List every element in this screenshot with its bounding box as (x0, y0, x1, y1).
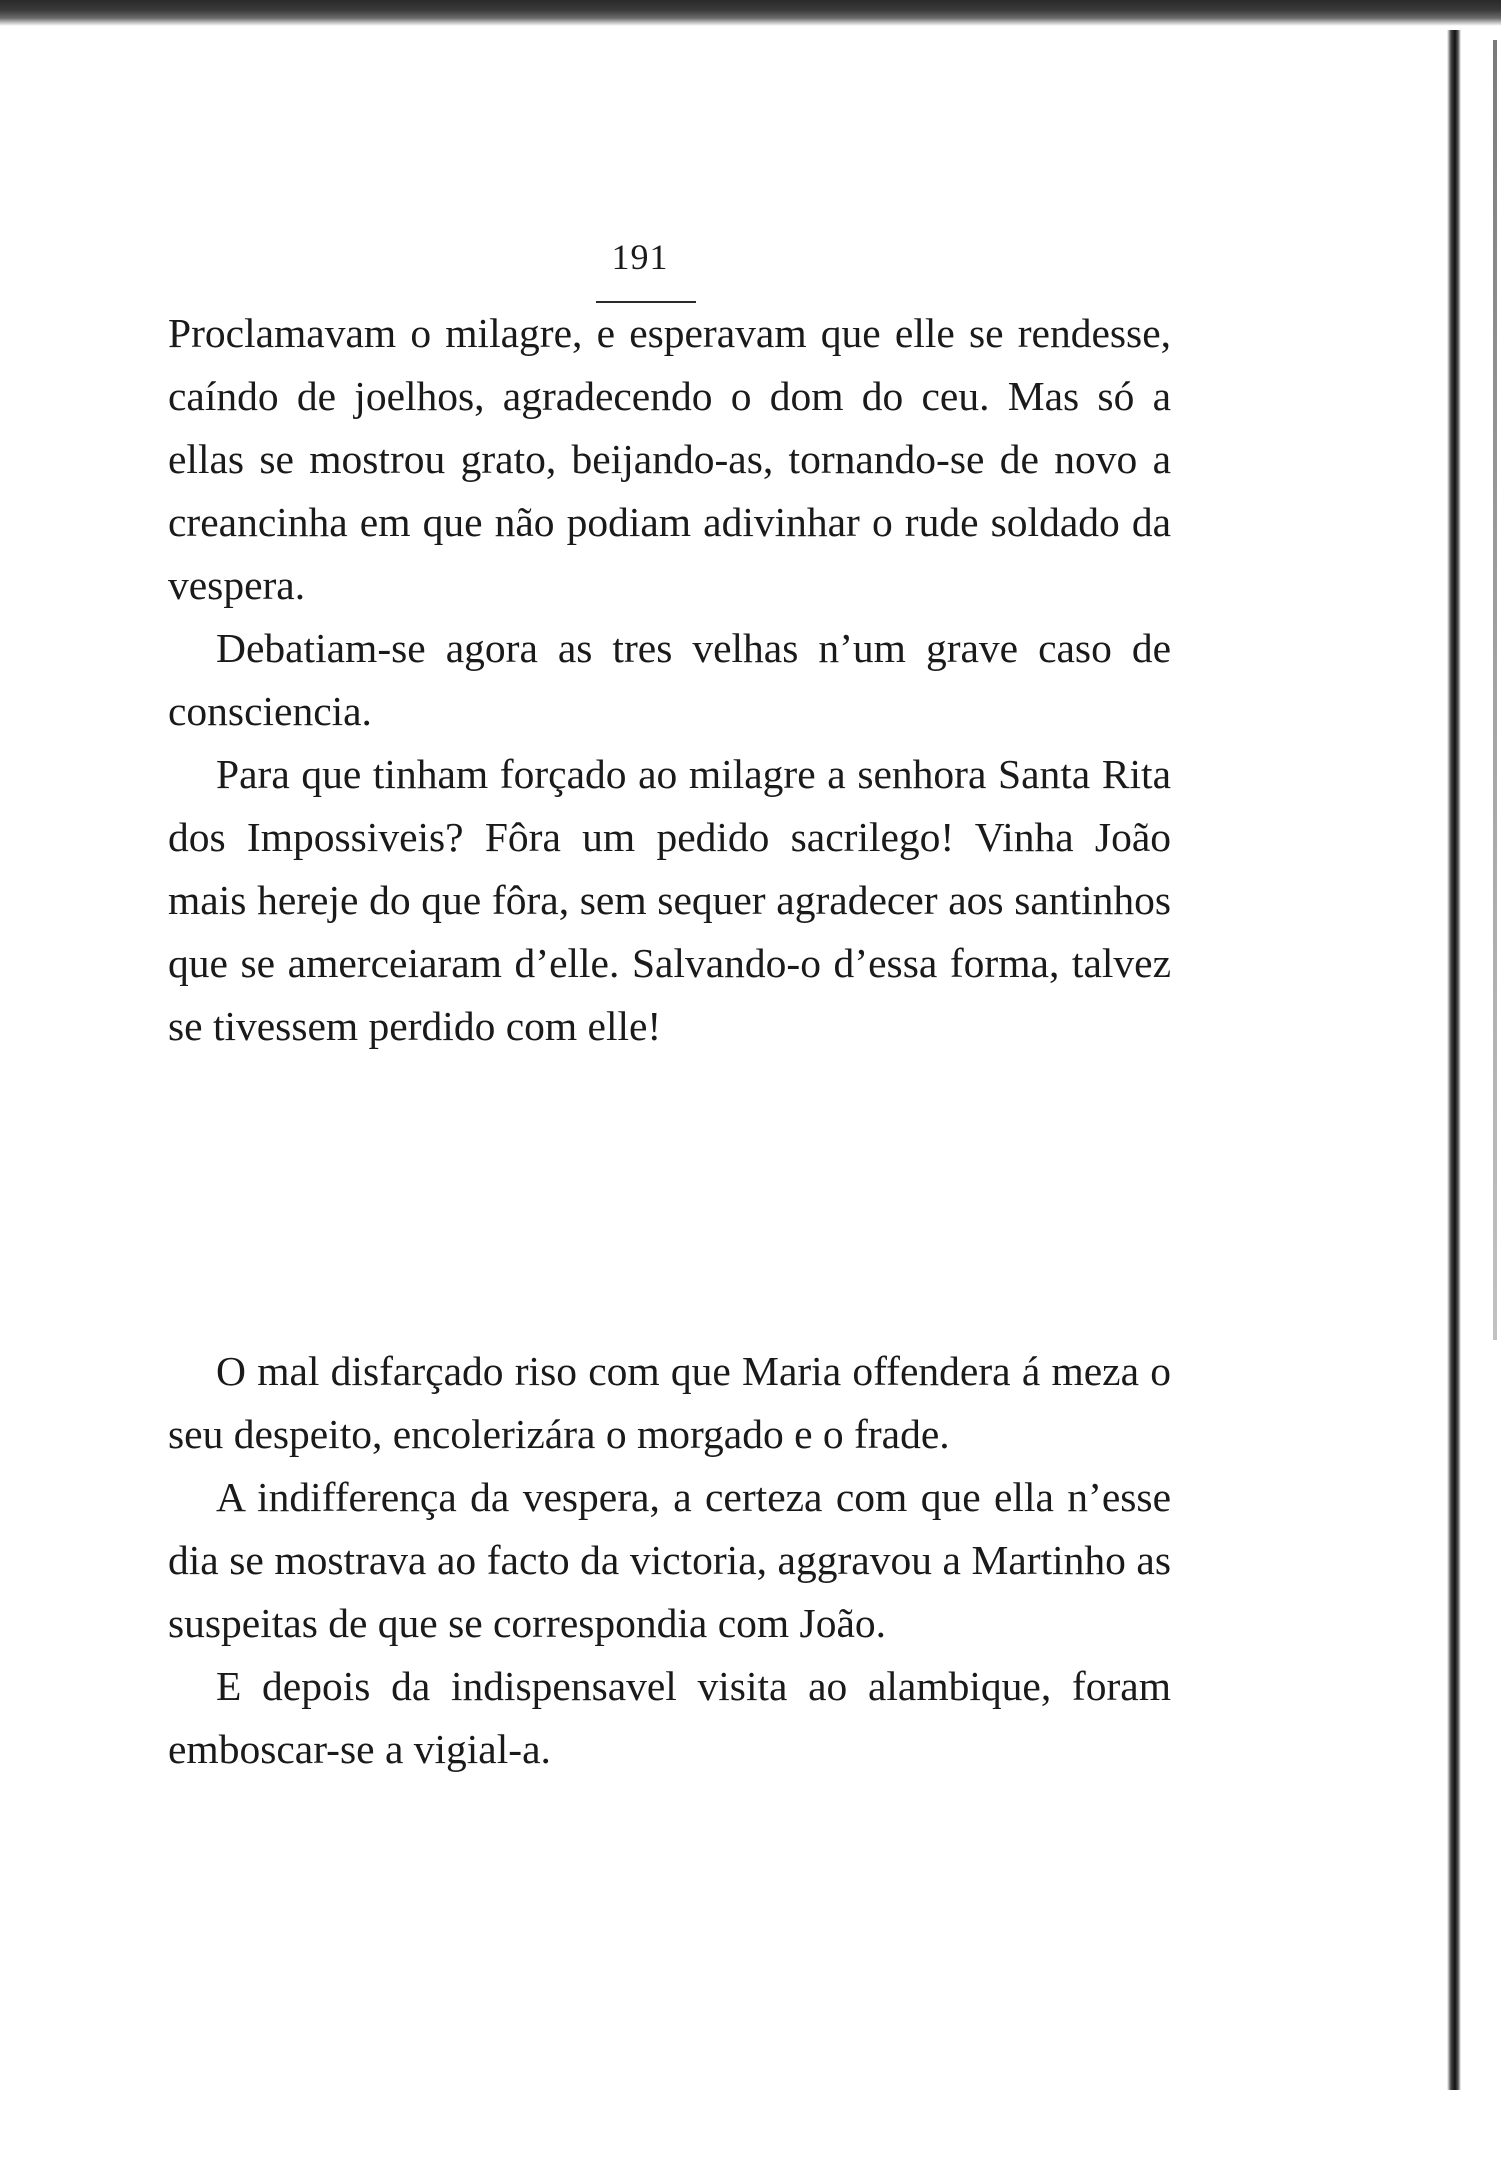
paragraph: Para que tinham forçado ao milagre a senhora Santa Rita dos Impossiveis? Fôra um pedido sacrilego! Vinha João mais hereje do que fôra, sem sequer agradecer aos santinhos que se amerceiaram d’elle. Salvando-o d’essa forma, talvez se tivessem perdido com elle! (168, 751, 1171, 1049)
paragraph: A indifferença da vespera, a certeza com que ella n’esse dia se mostrava ao facto da victoria, aggravou a Martinho as suspeitas de que se correspondia com João. (168, 1474, 1171, 1646)
text-section-1 (168, 302, 1171, 1058)
paragraph: Debatiam-se agora as tres velhas n’um grave caso de consciencia. (168, 625, 1171, 734)
paragraph: O mal disfarçado riso com que Maria offendera á meza o seu despeito, encolerizára o morgado e o frade. (168, 1348, 1171, 1457)
paragraph: E depois da indispensavel visita ao alambique, foram emboscar-se a vigial-a. (168, 1663, 1171, 1772)
text-section-2 (168, 1340, 1171, 1781)
binding-shadow (1447, 30, 1461, 2090)
page-edge-shadow (1493, 40, 1497, 1340)
page-number: 191 (611, 237, 669, 277)
scan-top-edge (0, 0, 1501, 26)
paragraph: Proclamavam o milagre, e esperavam que elle se rendesse, caíndo de joelhos, agradecendo o dom do ceu. Mas só a ellas se mostrou grato, beijando-as, tornando-se de novo a creancinha em que não podiam adivinhar o rude soldado da vespera. (168, 310, 1171, 608)
